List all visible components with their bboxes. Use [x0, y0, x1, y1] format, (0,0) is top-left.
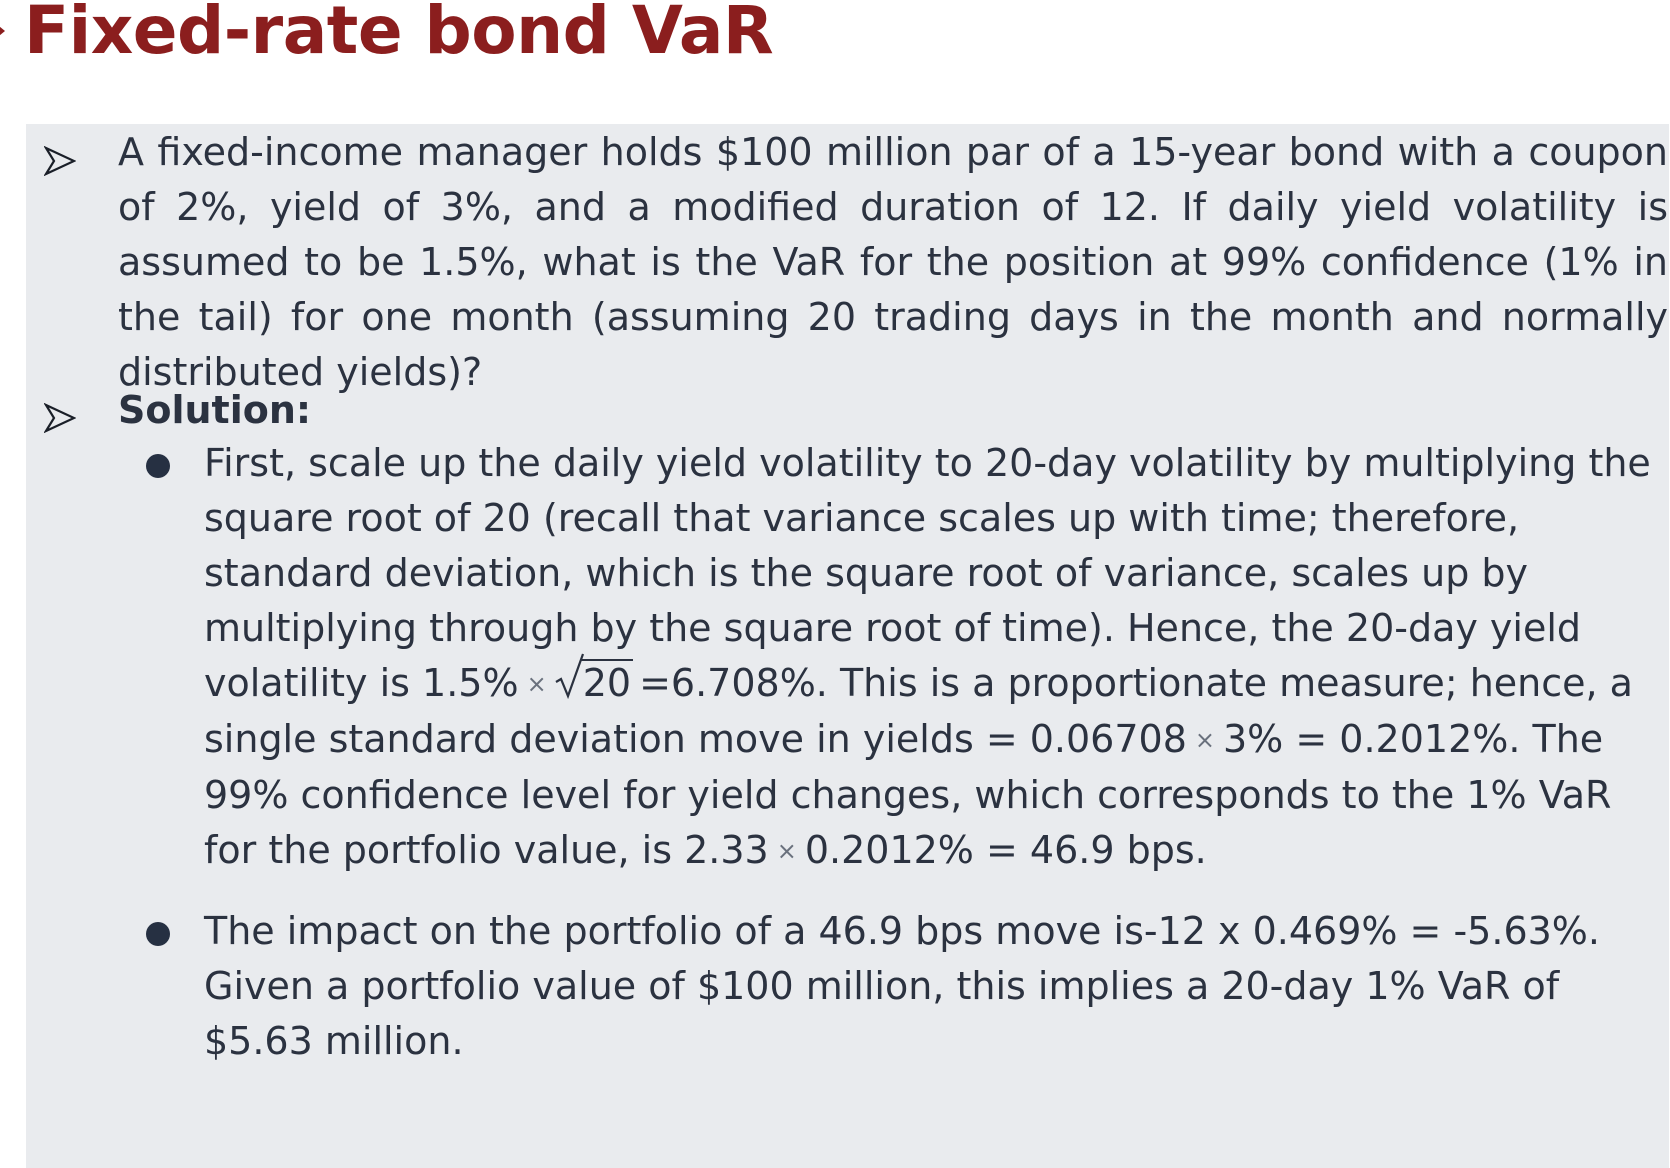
title-marker-icon — [0, 22, 5, 40]
sqrt-expression — [555, 656, 633, 711]
times-symbol: × — [776, 837, 797, 865]
solution-step-2: The impact on the portfolio of a 46.9 bps move is-12 x 0.469% = -5.63%. Given a portfolio value of $100 million, this implies a 20-day 1% VaR of $5.63 million. — [204, 909, 1600, 1063]
step1-part1: First, scale up the daily yield volatility to 20-day volatility by multiplying the square root of 20 (recall that variance scales up with time; therefore, standard deviation, which is the square root of variance, scales up by multiplying through by the square root of time). Hence, the 20-day yield volatility is 1.5% — [204, 441, 1651, 705]
step1-part2: =6.708%. This is a proportionate measure; hence, a single standard deviation move in yields = 0.06708 — [204, 661, 1633, 761]
content-box — [26, 124, 1669, 1168]
times-symbol: × — [526, 670, 547, 698]
step1-part3: 3% = 0.2012%. The 99% confidence level for yield changes, which corresponds to the 1% VaR for the portfolio value, is 2.33 — [204, 717, 1612, 872]
step1-part4: 0.2012% = 46.9 bps. — [804, 828, 1207, 872]
sqrt-value: 20 — [582, 661, 632, 705]
arrow-bullet-icon — [44, 403, 76, 433]
question-text: A fixed-income manager holds $100 million par of a 15-year bond with a coupon of 2%, yield of 3%, and a modified duration of 12. If daily yield volatility is assumed to be 1.5%, what is the VaR for the position at 99% confidence (1% in the tail) for one month (assuming 20 trading days in the month and normally distributed yields)? — [118, 130, 1668, 394]
sqrt-icon — [555, 652, 585, 702]
dot-bullet-icon — [146, 454, 170, 478]
solution-label: Solution: — [118, 388, 312, 432]
solution-step-1 — [204, 436, 1668, 879]
times-symbol: × — [1194, 726, 1215, 754]
slide-title: Fixed-rate bond VaR — [24, 0, 774, 69]
dot-bullet-icon — [146, 922, 170, 946]
arrow-bullet-icon — [44, 146, 76, 176]
